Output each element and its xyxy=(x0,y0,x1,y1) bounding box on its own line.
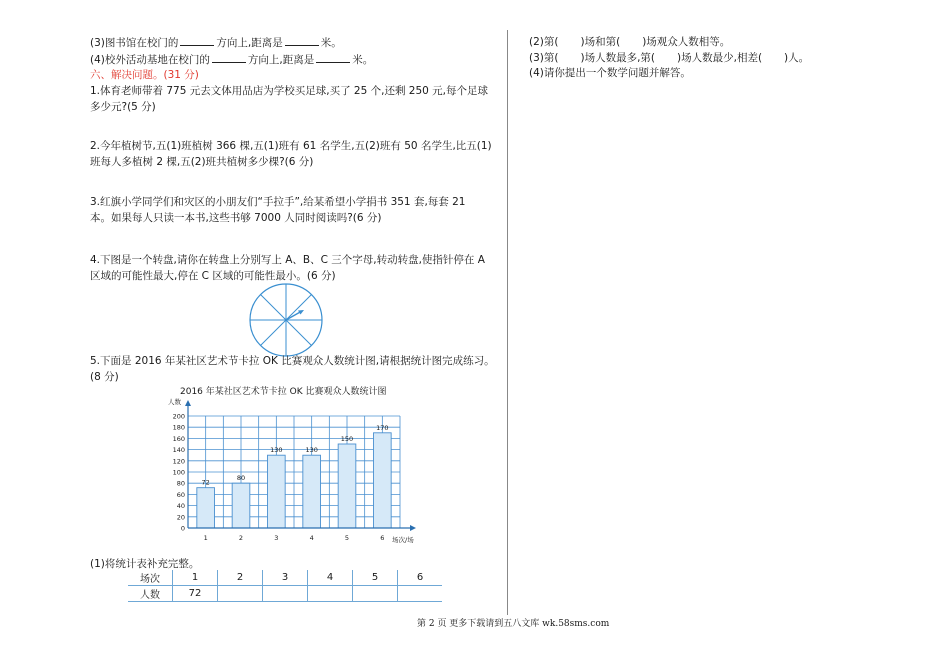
bar xyxy=(374,433,392,528)
problem-5-line-2: (8 分) xyxy=(90,371,119,383)
y-tick-label: 60 xyxy=(176,490,185,499)
y-tick-label: 20 xyxy=(176,513,185,522)
y-tick-label: 40 xyxy=(176,502,185,511)
sub2-part-a: (2)第( xyxy=(529,36,559,48)
q3-mid: 方向上,距离是 xyxy=(216,37,283,49)
x-tick-label: 2 xyxy=(238,534,244,542)
problem-3-line-1: 3.红旗小学同学们和灾区的小朋友们“手拉手”,给某希望小学捐书 351 套,每套 21 xyxy=(90,196,466,208)
y-tick-label: 80 xyxy=(176,479,185,488)
bar-value-label: 72 xyxy=(201,478,210,487)
x-tick-label: 1 xyxy=(203,534,208,542)
answer-blank[interactable] xyxy=(316,51,350,63)
problem-2-line-2: 班每人多植树 2 棵,五(2)班共植树多少棵?(6 分) xyxy=(90,156,314,168)
problem-1-line-2: 多少元?(5 分) xyxy=(90,101,156,113)
chart-title: 2016 年某社区艺术节卡拉 OK 比赛观众人数统计图 xyxy=(180,387,387,397)
table-count-cell[interactable]: 72 xyxy=(173,586,218,602)
sub3-part-c: )场人数最少,相差( xyxy=(677,52,763,64)
bar xyxy=(197,488,215,528)
table-round-cell: 1 xyxy=(173,570,218,586)
table-count-cell[interactable] xyxy=(308,586,353,602)
table-count-cell[interactable] xyxy=(263,586,308,602)
problem-2-line-1: 2.今年植树节,五(1)班植树 366 棵,五(1)班有 61 名学生,五(2)班有 50 名学生,比五(1) xyxy=(90,140,492,152)
bar-value-label: 130 xyxy=(305,446,318,455)
y-tick-label: 0 xyxy=(180,524,185,533)
question-3-line xyxy=(90,34,342,52)
q3-prefix: (3)图书馆在校门的 xyxy=(90,37,179,49)
y-tick-label: 160 xyxy=(172,434,185,443)
sub-question-4: (4)请你提出一个数学问题并解答。 xyxy=(529,67,691,79)
sub2-part-c: )场观众人数相等。 xyxy=(642,36,731,48)
y-tick-label: 100 xyxy=(172,468,185,477)
y-tick-label: 140 xyxy=(172,446,185,455)
bar xyxy=(268,455,286,528)
bar-value-label: 80 xyxy=(236,474,246,483)
bar-value-label: 130 xyxy=(270,446,283,455)
problem-1-line-1: 1.体育老师带着 775 元去文体用品店为学校买足球,买了 25 个,还剩 250 元,每个足球 xyxy=(90,85,488,97)
y-tick-label: 120 xyxy=(172,457,185,466)
problem-3-line-2: 本。如果每人只读一本书,这些书够 7000 人同时阅读吗?(6 分) xyxy=(90,212,382,224)
sub2-part-b: )场和第( xyxy=(580,36,621,48)
table-round-cell: 5 xyxy=(353,570,398,586)
table-header-label: 场次 xyxy=(128,570,173,586)
answer-blank[interactable] xyxy=(212,51,246,63)
section-title: 六、解决问题。(31 分) xyxy=(90,69,199,81)
table-round-cell: 6 xyxy=(398,570,443,586)
q4-prefix: (4)校外活动基地在校门的 xyxy=(90,54,210,66)
column-divider xyxy=(507,30,508,615)
answer-blank[interactable] xyxy=(180,34,214,46)
y-tick-label: 180 xyxy=(172,423,185,432)
sub3-part-b: )场人数最多,第( xyxy=(580,52,656,64)
table-count-cell[interactable] xyxy=(353,586,398,602)
page-footer: 第 2 页 更多下载请到五八文库 wk.58sms.com xyxy=(417,619,610,629)
q3-suffix: 米。 xyxy=(320,37,342,49)
answer-blank[interactable] xyxy=(285,34,319,46)
table-count-cell[interactable] xyxy=(218,586,263,602)
x-tick-label: 6 xyxy=(380,534,385,542)
bar-value-label: 150 xyxy=(340,435,354,443)
sub3-part-a: (3)第( xyxy=(529,52,559,64)
x-tick-label: 3 xyxy=(274,534,279,542)
q4-suffix: 米。 xyxy=(352,54,374,66)
bar xyxy=(232,483,250,528)
x-tick-label: 4 xyxy=(309,534,314,542)
bar-value-label: 170 xyxy=(376,423,389,432)
table-header-row xyxy=(128,570,442,586)
problem-5-line-1: 5.下面是 2016 年某社区艺术节卡拉 OK 比赛观众人数统计图,请根据统计图完成练习。 xyxy=(90,355,495,367)
chart-y-axis-label: 人数 xyxy=(168,398,181,406)
chart-x-axis-label: 场次/场 xyxy=(392,536,414,544)
bar xyxy=(303,455,321,528)
table-round-cell: 3 xyxy=(263,570,308,586)
y-axis-arrow-icon xyxy=(185,400,191,406)
problem-4-line-2: 区域的可能性最大,停在 C 区域的可能性最小。(6 分) xyxy=(90,270,336,282)
sub3-part-d: )人。 xyxy=(784,52,810,64)
x-tick-label: 5 xyxy=(344,534,350,542)
bar-chart xyxy=(150,384,425,549)
table-count-cell[interactable] xyxy=(398,586,443,602)
sub-question-1: (1)将统计表补充完整。 xyxy=(90,558,200,570)
table-round-cell: 4 xyxy=(308,570,353,586)
q4-mid: 方向上,距离是 xyxy=(247,54,315,66)
bar xyxy=(338,444,356,528)
table-row-label: 人数 xyxy=(128,586,173,602)
y-tick-label: 200 xyxy=(172,412,185,421)
x-axis-arrow-icon xyxy=(410,525,416,531)
table-count-row xyxy=(128,586,442,602)
spinner-wheel[interactable] xyxy=(248,282,324,358)
stat-table xyxy=(128,570,442,602)
table-round-cell: 2 xyxy=(218,570,263,586)
problem-4-line-1: 4.下图是一个转盘,请你在转盘上分别写上 A、B、C 三个字母,转动转盘,使指针停在 A xyxy=(90,254,485,266)
chart-grid xyxy=(188,416,400,528)
sub-question-2 xyxy=(529,34,730,51)
